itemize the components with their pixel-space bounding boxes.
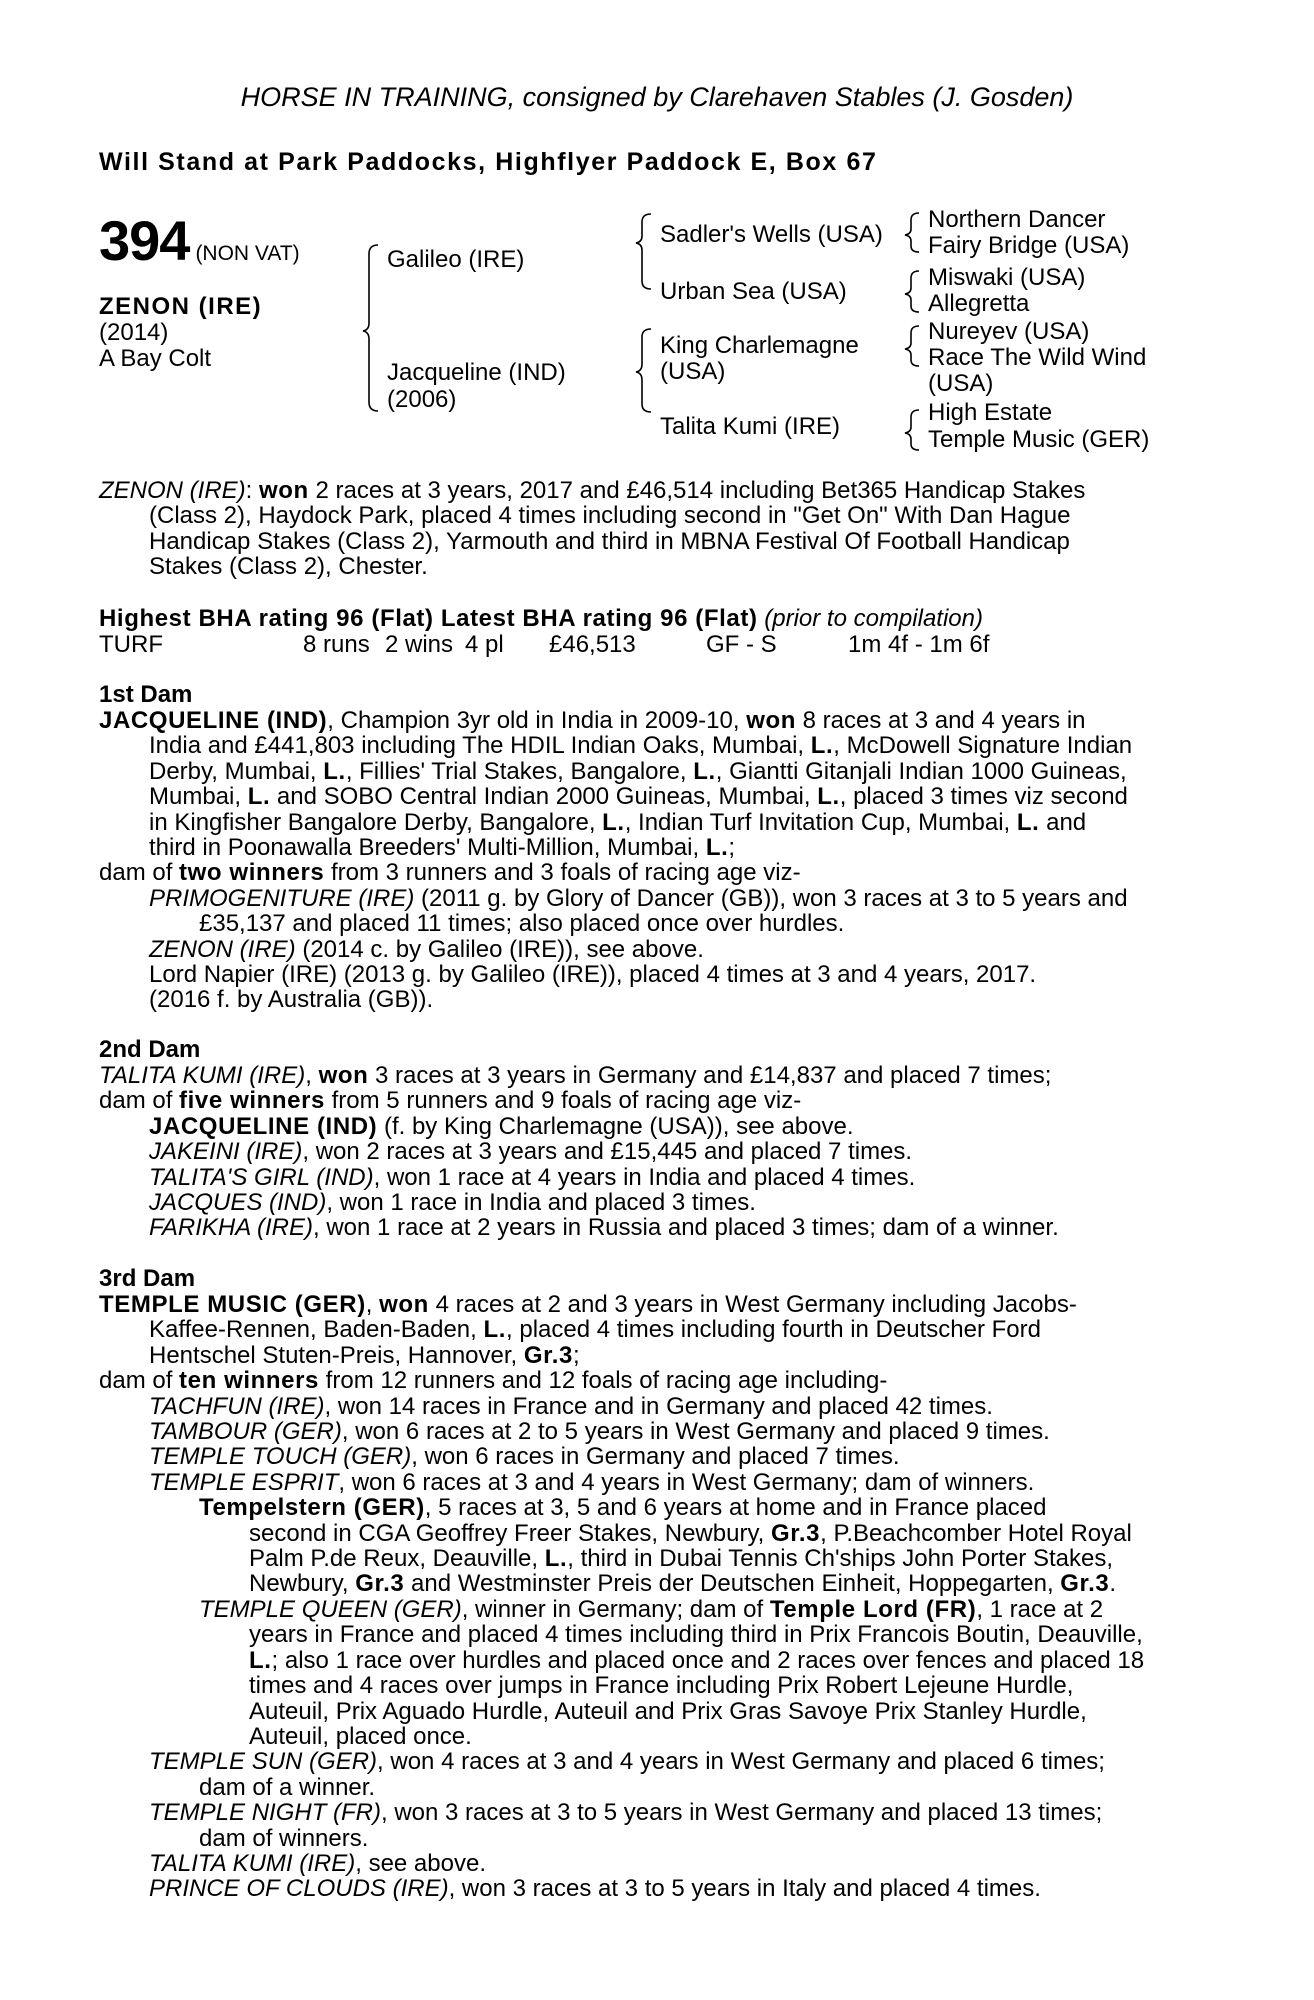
text-segment: and Westminster Preis der Deutschen Einheit, Hoppegarten, <box>404 1570 1061 1598</box>
text-segment: ZENON (IRE) <box>149 935 296 963</box>
text-segment: , won 3 races at 3 to 5 years in West Germany and placed 13 times; <box>381 1799 1103 1827</box>
rating-title: Highest BHA rating 96 (Flat) Latest BHA rating 96 (Flat) <box>99 605 758 632</box>
grand-progeny-line: Auteuil, Prix Aguado Hurdle, Auteuil and Prix Gras Savoye Prix Stanley Hurdle, <box>249 1697 1087 1725</box>
progeny-line <box>99 1749 1204 1774</box>
horse-name: ZENON (IRE) <box>99 293 263 320</box>
text-segment: Gr.3 <box>523 1341 573 1369</box>
dam-line: TEMPLE MUSIC (GER), won 4 races at 2 and 3 years in West Germany including Jacobs- <box>99 1291 1077 1318</box>
horse-year: (2014) <box>99 319 169 346</box>
pedigree-sire: Galileo (IRE) <box>387 246 525 273</box>
first-dam-section <box>99 708 1204 1013</box>
text-segment: , Indian Turf Invitation Cup, Mumbai, <box>624 808 1017 836</box>
text-segment: L. <box>817 783 840 811</box>
text-segment: Derby, Mumbai, <box>149 757 324 785</box>
pedigree-g4-3: Miswaki (USA) <box>928 264 1086 291</box>
text-segment: dam of <box>99 1087 180 1115</box>
text-segment: TEMPLE SUN (GER) <box>149 1748 378 1776</box>
pedigree-g4-9: Temple Music (GER) <box>928 426 1150 453</box>
brace-g4-1 <box>905 213 919 252</box>
stat-runs: 8 runs <box>303 631 370 658</box>
pedigree-dam-year: (2006) <box>387 386 457 413</box>
vat-status: (NON VAT) <box>195 242 300 265</box>
text-segment: L. <box>483 1316 507 1344</box>
text-segment: , Giantti Gitanjali Indian 1000 Guineas, <box>715 757 1127 785</box>
stat-placed: 4 pl <box>465 631 504 658</box>
rating-note: (prior to compilation) <box>764 605 983 632</box>
text-segment: , placed 4 times including fourth in Deutscher Ford <box>506 1316 1041 1344</box>
text-segment: ZENON (IRE) <box>99 477 246 504</box>
progeny-line <box>99 1215 1204 1240</box>
dam-line <box>99 784 1204 809</box>
text-segment: ten winners <box>179 1367 320 1395</box>
text-segment: second in CGA Geoffrey Freer Stakes, Newbury, <box>249 1519 771 1547</box>
text-segment: two winners <box>179 859 325 887</box>
dam-of-line <box>99 1368 1204 1393</box>
text-segment: L. <box>1016 808 1040 836</box>
text-segment: third in Poonawalla Breeders' Multi-Million, Mumbai, <box>149 834 706 862</box>
text-segment: Tempelstern (GER) <box>199 1494 425 1522</box>
pedigree-g4-2: Fairy Bridge (USA) <box>928 232 1130 259</box>
grand-progeny-line <box>99 1597 1204 1622</box>
summary-line: (Class 2), Haydock Park, placed 4 times including second in "Get On" With Dan Hague <box>149 502 1071 530</box>
text-segment: and SOBO Central Indian 2000 Guineas, Mumbai, <box>270 783 818 811</box>
progeny-line <box>99 1851 1204 1876</box>
text-segment: , P.Beachcomber Hotel Royal <box>820 1519 1132 1547</box>
brace-g4-2 <box>905 271 919 312</box>
text-segment: won <box>379 1291 429 1318</box>
text-segment: (f. by King Charlemagne (USA)), see above. <box>377 1112 854 1140</box>
grand-progeny-line: Auteuil, placed once. <box>249 1722 472 1750</box>
pedigree-dam: Jacqueline (IND) <box>387 359 566 386</box>
dam-line <box>99 1317 1204 1342</box>
grand-progeny-line: years in France and placed 4 times including third in Prix Francois Boutin, Deauville, <box>249 1621 1143 1649</box>
pedigree-dam-sire: King Charlemagne <box>660 332 859 359</box>
progeny-line <box>99 1114 1204 1139</box>
text-segment: , won 1 race at 4 years in India and placed 4 times. <box>373 1163 916 1191</box>
stat-wins: 2 wins <box>385 631 454 658</box>
grand-progeny-line <box>99 1521 1204 1546</box>
text-segment: FARIKHA (IRE) <box>149 1214 314 1242</box>
progeny-line: dam of a winner. <box>199 1773 376 1801</box>
text-segment <box>99 606 1204 631</box>
text-segment: , won 3 races at 3 to 5 years in Italy and placed 4 times. <box>448 1875 1041 1903</box>
text-segment: Hentschel Stuten-Preis, Hannover, <box>149 1341 524 1369</box>
text-segment: Gr.3 <box>1060 1570 1110 1598</box>
progeny-line: £35,137 and placed 11 times; also placed once over hurdles. <box>199 910 845 938</box>
text-segment: , winner in Germany; dam of <box>461 1595 770 1623</box>
third-dam-section <box>99 1292 1204 1902</box>
text-segment: TAMBOUR (GER) <box>149 1418 342 1446</box>
text-segment: TEMPLE QUEEN (GER) <box>199 1595 462 1623</box>
text-segment: , won 6 races in Germany and placed 7 times. <box>411 1443 900 1471</box>
pedigree-g4-4: Allegretta <box>928 290 1030 317</box>
dam-line <box>99 708 1204 733</box>
brace-gen2-dam <box>636 329 651 412</box>
text-segment: Newbury, <box>249 1570 356 1598</box>
text-segment: , won 6 races at 3 and 4 years in West Germany; dam of winners. <box>338 1468 1035 1496</box>
text-segment: , 5 races at 3, 5 and 6 years at home and in France placed <box>424 1494 1047 1522</box>
text-segment: , won 2 races at 3 years and £15,445 and placed 7 times. <box>302 1138 913 1166</box>
grand-progeny-line <box>99 1648 1204 1673</box>
text-segment: , placed 3 times viz second <box>839 783 1128 811</box>
text-segment: TALITA KUMI (IRE) <box>149 1849 356 1877</box>
brace-g4-4 <box>905 410 919 450</box>
text-segment: , third in Dubai Tennis Ch'ships John Porter Stakes, <box>567 1545 1114 1573</box>
text-segment: 3 races at 3 years in Germany and £14,837 and placed 7 times; <box>368 1062 1052 1089</box>
text-segment: , won 1 race in India and placed 3 times. <box>326 1189 756 1217</box>
dam-of-line <box>99 860 1204 885</box>
second-dam-heading: 2nd Dam <box>99 1036 201 1063</box>
progeny-line <box>99 937 1204 962</box>
pedigree-g4-7: (USA) <box>928 370 994 397</box>
text-segment: TEMPLE MUSIC (GER) <box>99 1291 366 1318</box>
progeny-line <box>99 886 1204 911</box>
text-segment: L. <box>249 1646 272 1674</box>
pedigree-sire-sire: Sadler's Wells (USA) <box>660 221 883 248</box>
dam-of-line <box>99 1088 1204 1113</box>
grand-progeny-line: times and 4 races over jumps in France including Prix Robert Lejeune Hurdle, <box>249 1672 1074 1700</box>
progeny-line <box>99 1165 1204 1190</box>
text-segment: , 1 race at 2 <box>976 1595 1104 1623</box>
text-segment: won <box>259 477 309 504</box>
text-segment: Mumbai, <box>149 783 248 811</box>
grand-progeny-line <box>99 1571 1204 1596</box>
text-segment: JACQUELINE (IND) <box>99 707 328 734</box>
pedigree-dam-dam: Talita Kumi (IRE) <box>660 413 841 440</box>
text-segment: and <box>1039 808 1087 836</box>
text-segment: L. <box>693 757 716 785</box>
text-segment: 4 races at 2 and 3 years in West Germany including Jacobs- <box>428 1291 1077 1318</box>
text-segment: five winners <box>179 1087 325 1115</box>
text-segment: L. <box>544 1545 568 1573</box>
text-segment: , won 1 race at 2 years in Russia and placed 3 times; dam of a winner. <box>313 1214 1059 1242</box>
text-segment: from 12 runners and 12 foals of racing age including- <box>319 1367 888 1395</box>
brace-gen1 <box>363 245 378 411</box>
text-segment: , won 4 races at 3 and 4 years in West Germany and placed 6 times; <box>377 1748 1105 1776</box>
text-segment: L. <box>247 783 271 811</box>
pedigree-g4-1: Northern Dancer <box>928 206 1106 233</box>
progeny-line <box>99 1419 1204 1444</box>
text-segment: , won 6 races at 2 to 5 years in West Germany and placed 9 times. <box>341 1418 1050 1446</box>
consignment-header: HORSE IN TRAINING, consigned by Clarehaven Stables (J. Gosden) <box>240 82 1074 112</box>
text-segment: TALITA KUMI (IRE) <box>99 1062 306 1089</box>
progeny-line <box>99 1444 1204 1469</box>
third-dam-heading: 3rd Dam <box>99 1265 196 1292</box>
race-summary <box>99 478 1204 580</box>
dam-line <box>99 810 1204 835</box>
text-segment: ; also 1 race over hurdles and placed once and 2 races over fences and placed 18 <box>271 1646 1145 1674</box>
stat-distance: 1m 4f - 1m 6f <box>848 631 990 658</box>
text-segment: TEMPLE ESPRIT <box>149 1468 339 1496</box>
stat-going: GF - S <box>706 631 777 658</box>
text-segment: JACQUES (IND) <box>149 1189 327 1217</box>
dam-line <box>99 835 1204 860</box>
first-dam-heading: 1st Dam <box>99 681 193 708</box>
bha-rating <box>99 606 1204 631</box>
text-segment: PRIMOGENITURE (IRE) <box>149 884 415 912</box>
text-segment: Palm P.de Reux, Deauville, <box>249 1545 545 1573</box>
progeny-line <box>99 1394 1204 1419</box>
text-segment: 8 races at 3 and 4 years in <box>796 707 1086 734</box>
text-segment: , McDowell Signature Indian <box>833 732 1133 760</box>
text-segment: , see above. <box>355 1849 486 1877</box>
text-segment: , Fillies' Trial Stakes, Bangalore, <box>345 757 694 785</box>
grand-progeny-line <box>99 1546 1204 1571</box>
brace-g4-3 <box>905 326 919 366</box>
dam-line <box>99 733 1204 758</box>
pedigree-sire-dam: Urban Sea (USA) <box>660 278 847 305</box>
text-segment: (2011 g. by Glory of Dancer (GB)), won 3 races at 3 to 5 years and <box>414 884 1128 912</box>
stat-earnings: £46,513 <box>549 631 636 658</box>
dam-line: TALITA KUMI (IRE), won 3 races at 3 years in Germany and £14,837 and placed 7 times; <box>99 1062 1052 1089</box>
text-segment: , won 14 races in France and in Germany and placed 42 times. <box>324 1392 993 1420</box>
pedigree-dam-sire-country: (USA) <box>660 358 726 385</box>
text-segment: , Champion 3yr old in India in 2009-10, <box>327 707 747 734</box>
progeny-line <box>99 1190 1204 1215</box>
text-segment: Gr.3 <box>355 1570 405 1598</box>
progeny-line <box>99 1800 1204 1825</box>
text-segment: PRINCE OF CLOUDS (IRE) <box>149 1875 449 1903</box>
text-segment: TACHFUN (IRE) <box>149 1392 325 1420</box>
pedigree-g4-5: Nureyev (USA) <box>928 318 1090 345</box>
text-segment: 2 races at 3 years, 2017 and £46,514 including Bet365 Handicap Stakes <box>308 477 1086 504</box>
text-segment: L. <box>602 808 625 836</box>
text-segment: dam of <box>99 1367 180 1395</box>
text-segment: TEMPLE TOUCH (GER) <box>149 1443 412 1471</box>
text-segment: Gr.3 <box>771 1519 821 1547</box>
pedigree-g4-6: Race The Wild Wind <box>928 344 1147 371</box>
text-segment: . <box>1109 1570 1117 1598</box>
text-segment: won <box>746 707 796 734</box>
second-dam-section <box>99 1063 1204 1241</box>
text-segment: India and £441,803 including The HDIL Indian Oaks, Mumbai, <box>149 732 811 760</box>
progeny-line <box>99 1470 1204 1495</box>
text-segment: L. <box>323 757 346 785</box>
stat-surface: TURF <box>99 631 163 658</box>
text-segment: TALITA'S GIRL (IND) <box>149 1163 374 1191</box>
brace-gen2-sire <box>636 214 651 289</box>
horse-description: A Bay Colt <box>99 345 212 372</box>
progeny-line <box>99 1139 1204 1164</box>
text-segment: ; <box>572 1341 580 1369</box>
text-segment: ; <box>728 834 736 862</box>
dam-line <box>99 759 1204 784</box>
progeny-line: dam of winners. <box>199 1824 369 1852</box>
text-segment: won <box>318 1062 369 1089</box>
text-segment: from 3 runners and 3 foals of racing age viz- <box>324 859 801 887</box>
text-segment: TEMPLE NIGHT (FR) <box>149 1799 381 1827</box>
text-segment: L. <box>705 834 729 862</box>
text-segment: from 5 runners and 9 foals of racing age viz- <box>324 1087 802 1115</box>
grand-progeny-line <box>99 1495 1204 1520</box>
summary-line: Stakes (Class 2), Chester. <box>149 553 428 581</box>
race-stats-row <box>0 632 1314 658</box>
text-segment: dam of <box>99 859 180 887</box>
text-segment: in Kingfisher Bangalore Derby, Bangalore, <box>149 808 603 836</box>
text-segment: L. <box>810 732 834 760</box>
text-segment: Kaffee-Rennen, Baden-Baden, <box>149 1316 484 1344</box>
text-segment: (2014 c. by Galileo (IRE)), see above. <box>295 935 704 963</box>
summary-line: Handicap Stakes (Class 2), Yarmouth and third in MBNA Festival Of Football Handicap <box>149 527 1070 555</box>
summary-line: ZENON (IRE): won 2 races at 3 years, 2017 and £46,514 including Bet365 Handicap Stakes <box>99 477 1086 504</box>
progeny-line: (2016 f. by Australia (GB)). <box>149 986 434 1014</box>
progeny-line: Lord Napier (IRE) (2013 g. by Galileo (IRE)), placed 4 times at 3 and 4 years, 2017. <box>149 961 1037 989</box>
text-segment: Temple Lord (FR) <box>769 1595 977 1623</box>
text-segment: JACQUELINE (IND) <box>149 1112 378 1140</box>
lot-number-value: 394 <box>99 209 190 272</box>
dam-line <box>99 1343 1204 1368</box>
pedigree-g4-8: High Estate <box>928 399 1053 426</box>
stand-location: Will Stand at Park Paddocks, Highflyer Paddock E, Box 67 <box>99 148 878 176</box>
text-segment: JAKEINI (IRE) <box>149 1138 303 1166</box>
progeny-line <box>99 1876 1204 1901</box>
